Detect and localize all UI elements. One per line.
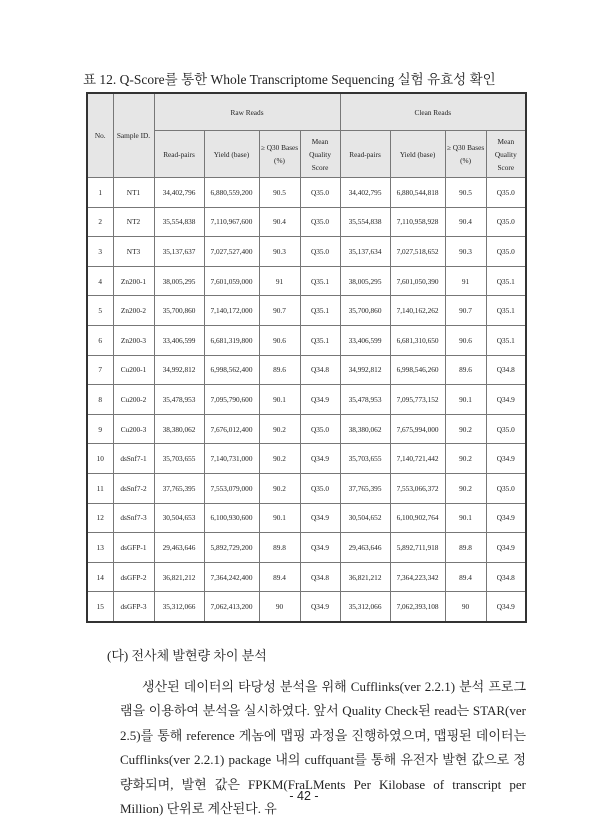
cell-no: 14	[87, 562, 113, 592]
header-clean-read-pairs: Read-pairs	[340, 131, 390, 178]
cell-clean-yield: 7,364,223,342	[390, 562, 445, 592]
cell-raw-yield: 6,100,930,600	[204, 503, 259, 533]
cell-clean-q30: 90.2	[445, 473, 486, 503]
cell-sample-id: dsGFP-1	[113, 533, 154, 563]
cell-clean-q30: 91	[445, 266, 486, 296]
cell-clean-mean-quality: Q34.9	[486, 385, 526, 415]
cell-raw-read-pairs: 36,821,212	[154, 562, 204, 592]
table-row	[87, 533, 526, 563]
table-row	[87, 178, 526, 208]
cell-raw-q30: 89.8	[259, 533, 300, 563]
header-clean-reads: Clean Reads	[340, 93, 526, 131]
cell-raw-yield: 7,601,059,000	[204, 266, 259, 296]
cell-clean-read-pairs: 35,312,066	[340, 592, 390, 622]
cell-clean-yield: 7,095,773,152	[390, 385, 445, 415]
cell-raw-q30: 90.2	[259, 444, 300, 474]
cell-clean-read-pairs: 33,406,599	[340, 325, 390, 355]
cell-clean-read-pairs: 38,005,295	[340, 266, 390, 296]
cell-clean-read-pairs: 29,463,646	[340, 533, 390, 563]
cell-clean-mean-quality: Q34.9	[486, 444, 526, 474]
header-raw-reads: Raw Reads	[154, 93, 340, 131]
cell-clean-mean-quality: Q35.0	[486, 473, 526, 503]
cell-sample-id: Zn200-2	[113, 296, 154, 326]
cell-clean-yield: 7,140,721,442	[390, 444, 445, 474]
table-row	[87, 414, 526, 444]
cell-raw-q30: 90.1	[259, 385, 300, 415]
cell-clean-mean-quality: Q35.1	[486, 296, 526, 326]
cell-raw-mean-quality: Q35.1	[300, 296, 340, 326]
table-row	[87, 592, 526, 622]
cell-raw-q30: 90.2	[259, 473, 300, 503]
header-raw-yield: Yield (base)	[204, 131, 259, 178]
table-row	[87, 355, 526, 385]
cell-sample-id: dsSnf7-1	[113, 444, 154, 474]
cell-raw-read-pairs: 29,463,646	[154, 533, 204, 563]
cell-clean-read-pairs: 36,821,212	[340, 562, 390, 592]
cell-sample-id: dsSnf7-2	[113, 473, 154, 503]
cell-raw-q30: 90.2	[259, 414, 300, 444]
cell-clean-mean-quality: Q35.0	[486, 178, 526, 208]
cell-no: 9	[87, 414, 113, 444]
cell-no: 6	[87, 325, 113, 355]
cell-raw-q30: 90.4	[259, 207, 300, 237]
cell-sample-id: Zn200-1	[113, 266, 154, 296]
cell-raw-yield: 7,364,242,400	[204, 562, 259, 592]
cell-clean-mean-quality: Q35.1	[486, 266, 526, 296]
cell-raw-read-pairs: 35,312,066	[154, 592, 204, 622]
cell-no: 1	[87, 178, 113, 208]
cell-raw-mean-quality: Q34.8	[300, 562, 340, 592]
header-clean-q30: ≥ Q30 Bases (%)	[445, 131, 486, 178]
cell-raw-q30: 90.5	[259, 178, 300, 208]
cell-raw-mean-quality: Q35.1	[300, 325, 340, 355]
cell-clean-q30: 90.6	[445, 325, 486, 355]
cell-clean-mean-quality: Q34.8	[486, 562, 526, 592]
cell-clean-q30: 89.6	[445, 355, 486, 385]
table-row	[87, 325, 526, 355]
cell-clean-mean-quality: Q35.1	[486, 325, 526, 355]
cell-raw-mean-quality: Q35.0	[300, 473, 340, 503]
cell-raw-yield: 6,880,559,200	[204, 178, 259, 208]
cell-clean-read-pairs: 30,504,652	[340, 503, 390, 533]
cell-raw-q30: 90.1	[259, 503, 300, 533]
header-sample-id: Sample ID.	[113, 93, 154, 178]
cell-raw-read-pairs: 34,992,812	[154, 355, 204, 385]
cell-no: 4	[87, 266, 113, 296]
header-raw-read-pairs: Read-pairs	[154, 131, 204, 178]
cell-raw-mean-quality: Q34.9	[300, 385, 340, 415]
cell-clean-q30: 90	[445, 592, 486, 622]
cell-raw-mean-quality: Q35.0	[300, 178, 340, 208]
cell-raw-q30: 90.7	[259, 296, 300, 326]
cell-sample-id: NT2	[113, 207, 154, 237]
cell-clean-q30: 89.8	[445, 533, 486, 563]
cell-clean-read-pairs: 35,478,953	[340, 385, 390, 415]
cell-raw-mean-quality: Q35.0	[300, 414, 340, 444]
cell-clean-read-pairs: 35,703,655	[340, 444, 390, 474]
cell-raw-mean-quality: Q34.9	[300, 592, 340, 622]
cell-clean-mean-quality: Q34.9	[486, 533, 526, 563]
header-clean-mean-quality: Mean Quality Score	[486, 131, 526, 178]
cell-no: 11	[87, 473, 113, 503]
cell-sample-id: dsGFP-3	[113, 592, 154, 622]
cell-clean-yield: 5,892,711,918	[390, 533, 445, 563]
cell-raw-read-pairs: 38,380,062	[154, 414, 204, 444]
header-no: No.	[87, 93, 113, 178]
cell-clean-read-pairs: 35,700,860	[340, 296, 390, 326]
cell-no: 7	[87, 355, 113, 385]
cell-raw-q30: 90	[259, 592, 300, 622]
table-row	[87, 444, 526, 474]
cell-raw-yield: 6,998,562,400	[204, 355, 259, 385]
table-row	[87, 385, 526, 415]
cell-raw-yield: 7,027,527,400	[204, 237, 259, 267]
table-caption: 표 12. Q-Score를 통한 Whole Transcriptome Sequencing 실험 유효성 확인	[83, 72, 496, 87]
cell-clean-mean-quality: Q34.8	[486, 355, 526, 385]
cell-clean-mean-quality: Q35.0	[486, 237, 526, 267]
cell-no: 12	[87, 503, 113, 533]
cell-raw-q30: 89.4	[259, 562, 300, 592]
table-row	[87, 562, 526, 592]
cell-raw-mean-quality: Q35.0	[300, 237, 340, 267]
qscore-table	[86, 92, 527, 623]
cell-raw-read-pairs: 35,137,637	[154, 237, 204, 267]
cell-raw-yield: 7,140,731,000	[204, 444, 259, 474]
cell-clean-yield: 6,998,546,260	[390, 355, 445, 385]
cell-raw-yield: 7,676,012,400	[204, 414, 259, 444]
cell-sample-id: Cu200-1	[113, 355, 154, 385]
section-heading: (다) 전사체 발현량 차이 분석	[107, 648, 267, 663]
cell-no: 5	[87, 296, 113, 326]
cell-raw-mean-quality: Q34.9	[300, 444, 340, 474]
cell-raw-read-pairs: 37,765,395	[154, 473, 204, 503]
cell-clean-q30: 90.2	[445, 414, 486, 444]
cell-raw-read-pairs: 33,406,599	[154, 325, 204, 355]
cell-clean-yield: 7,110,958,928	[390, 207, 445, 237]
cell-clean-mean-quality: Q35.0	[486, 414, 526, 444]
cell-raw-read-pairs: 35,554,838	[154, 207, 204, 237]
table-row	[87, 503, 526, 533]
cell-sample-id: Cu200-2	[113, 385, 154, 415]
page-number: - 42 -	[289, 789, 319, 803]
cell-clean-read-pairs: 38,380,062	[340, 414, 390, 444]
cell-no: 3	[87, 237, 113, 267]
table-body	[87, 178, 526, 622]
cell-raw-read-pairs: 35,700,860	[154, 296, 204, 326]
header-raw-q30: ≥ Q30 Bases (%)	[259, 131, 300, 178]
cell-raw-read-pairs: 38,005,295	[154, 266, 204, 296]
cell-clean-yield: 7,062,393,108	[390, 592, 445, 622]
paragraph-text: 생산된 데이터의 타당성 분석을 위해 Cufflinks(ver 2.2.1) 분석 프로그램을 이용하여 분석을 실시하였다. 앞서 Quality Check된 read는 STAR(ver 2.5)를 통해 reference 게놈에 맵핑 과정을 진행하였으며, 맵핑된 데이터는 Cufflinks(ver 2.2.1) package 내의 cuffquant를 통해 유전자 발현 값으로 정량화되며, 발현 값은 FPKM(FraLMents Per Kilobase of transcript per Million) 단위로 계산된다. 유	[120, 679, 526, 817]
cell-clean-q30: 90.7	[445, 296, 486, 326]
cell-clean-read-pairs: 34,992,812	[340, 355, 390, 385]
cell-no: 15	[87, 592, 113, 622]
cell-clean-yield: 7,601,050,390	[390, 266, 445, 296]
cell-clean-q30: 90.5	[445, 178, 486, 208]
cell-raw-mean-quality: Q35.1	[300, 266, 340, 296]
cell-clean-mean-quality: Q34.9	[486, 592, 526, 622]
cell-raw-mean-quality: Q34.9	[300, 533, 340, 563]
cell-clean-yield: 7,553,066,372	[390, 473, 445, 503]
cell-raw-mean-quality: Q34.8	[300, 355, 340, 385]
cell-raw-read-pairs: 35,703,655	[154, 444, 204, 474]
cell-clean-yield: 7,027,518,652	[390, 237, 445, 267]
cell-sample-id: Zn200-3	[113, 325, 154, 355]
table-row	[87, 207, 526, 237]
cell-clean-read-pairs: 35,137,634	[340, 237, 390, 267]
cell-clean-q30: 90.1	[445, 385, 486, 415]
cell-no: 10	[87, 444, 113, 474]
header-raw-mean-quality: Mean Quality Score	[300, 131, 340, 178]
cell-raw-yield: 7,140,172,000	[204, 296, 259, 326]
cell-clean-yield: 7,675,994,000	[390, 414, 445, 444]
cell-clean-q30: 90.4	[445, 207, 486, 237]
cell-sample-id: NT3	[113, 237, 154, 267]
table-row	[87, 237, 526, 267]
cell-raw-read-pairs: 30,504,653	[154, 503, 204, 533]
cell-clean-mean-quality: Q35.0	[486, 207, 526, 237]
cell-raw-yield: 7,110,967,600	[204, 207, 259, 237]
cell-clean-q30: 90.3	[445, 237, 486, 267]
table-row	[87, 473, 526, 503]
cell-clean-yield: 6,681,310,650	[390, 325, 445, 355]
cell-clean-read-pairs: 34,402,795	[340, 178, 390, 208]
cell-clean-yield: 7,140,162,262	[390, 296, 445, 326]
cell-raw-read-pairs: 34,402,796	[154, 178, 204, 208]
cell-clean-yield: 6,880,544,818	[390, 178, 445, 208]
cell-raw-yield: 6,681,319,800	[204, 325, 259, 355]
cell-raw-yield: 7,553,079,000	[204, 473, 259, 503]
cell-clean-q30: 90.1	[445, 503, 486, 533]
cell-no: 8	[87, 385, 113, 415]
cell-raw-yield: 7,062,413,200	[204, 592, 259, 622]
cell-clean-mean-quality: Q34.9	[486, 503, 526, 533]
cell-clean-q30: 90.2	[445, 444, 486, 474]
cell-raw-q30: 90.3	[259, 237, 300, 267]
table-row	[87, 266, 526, 296]
cell-no: 2	[87, 207, 113, 237]
cell-sample-id: dsGFP-2	[113, 562, 154, 592]
cell-sample-id: Cu200-3	[113, 414, 154, 444]
cell-raw-mean-quality: Q35.0	[300, 207, 340, 237]
cell-clean-read-pairs: 35,554,838	[340, 207, 390, 237]
cell-sample-id: NT1	[113, 178, 154, 208]
cell-clean-read-pairs: 37,765,395	[340, 473, 390, 503]
cell-raw-mean-quality: Q34.9	[300, 503, 340, 533]
cell-raw-yield: 5,892,729,200	[204, 533, 259, 563]
cell-sample-id: dsSnf7-3	[113, 503, 154, 533]
cell-raw-q30: 89.6	[259, 355, 300, 385]
cell-raw-yield: 7,095,790,600	[204, 385, 259, 415]
header-clean-yield: Yield (base)	[390, 131, 445, 178]
cell-clean-yield: 6,100,902,764	[390, 503, 445, 533]
table-row	[87, 296, 526, 326]
cell-raw-q30: 91	[259, 266, 300, 296]
cell-raw-q30: 90.6	[259, 325, 300, 355]
cell-raw-read-pairs: 35,478,953	[154, 385, 204, 415]
cell-clean-q30: 89.4	[445, 562, 486, 592]
cell-no: 13	[87, 533, 113, 563]
